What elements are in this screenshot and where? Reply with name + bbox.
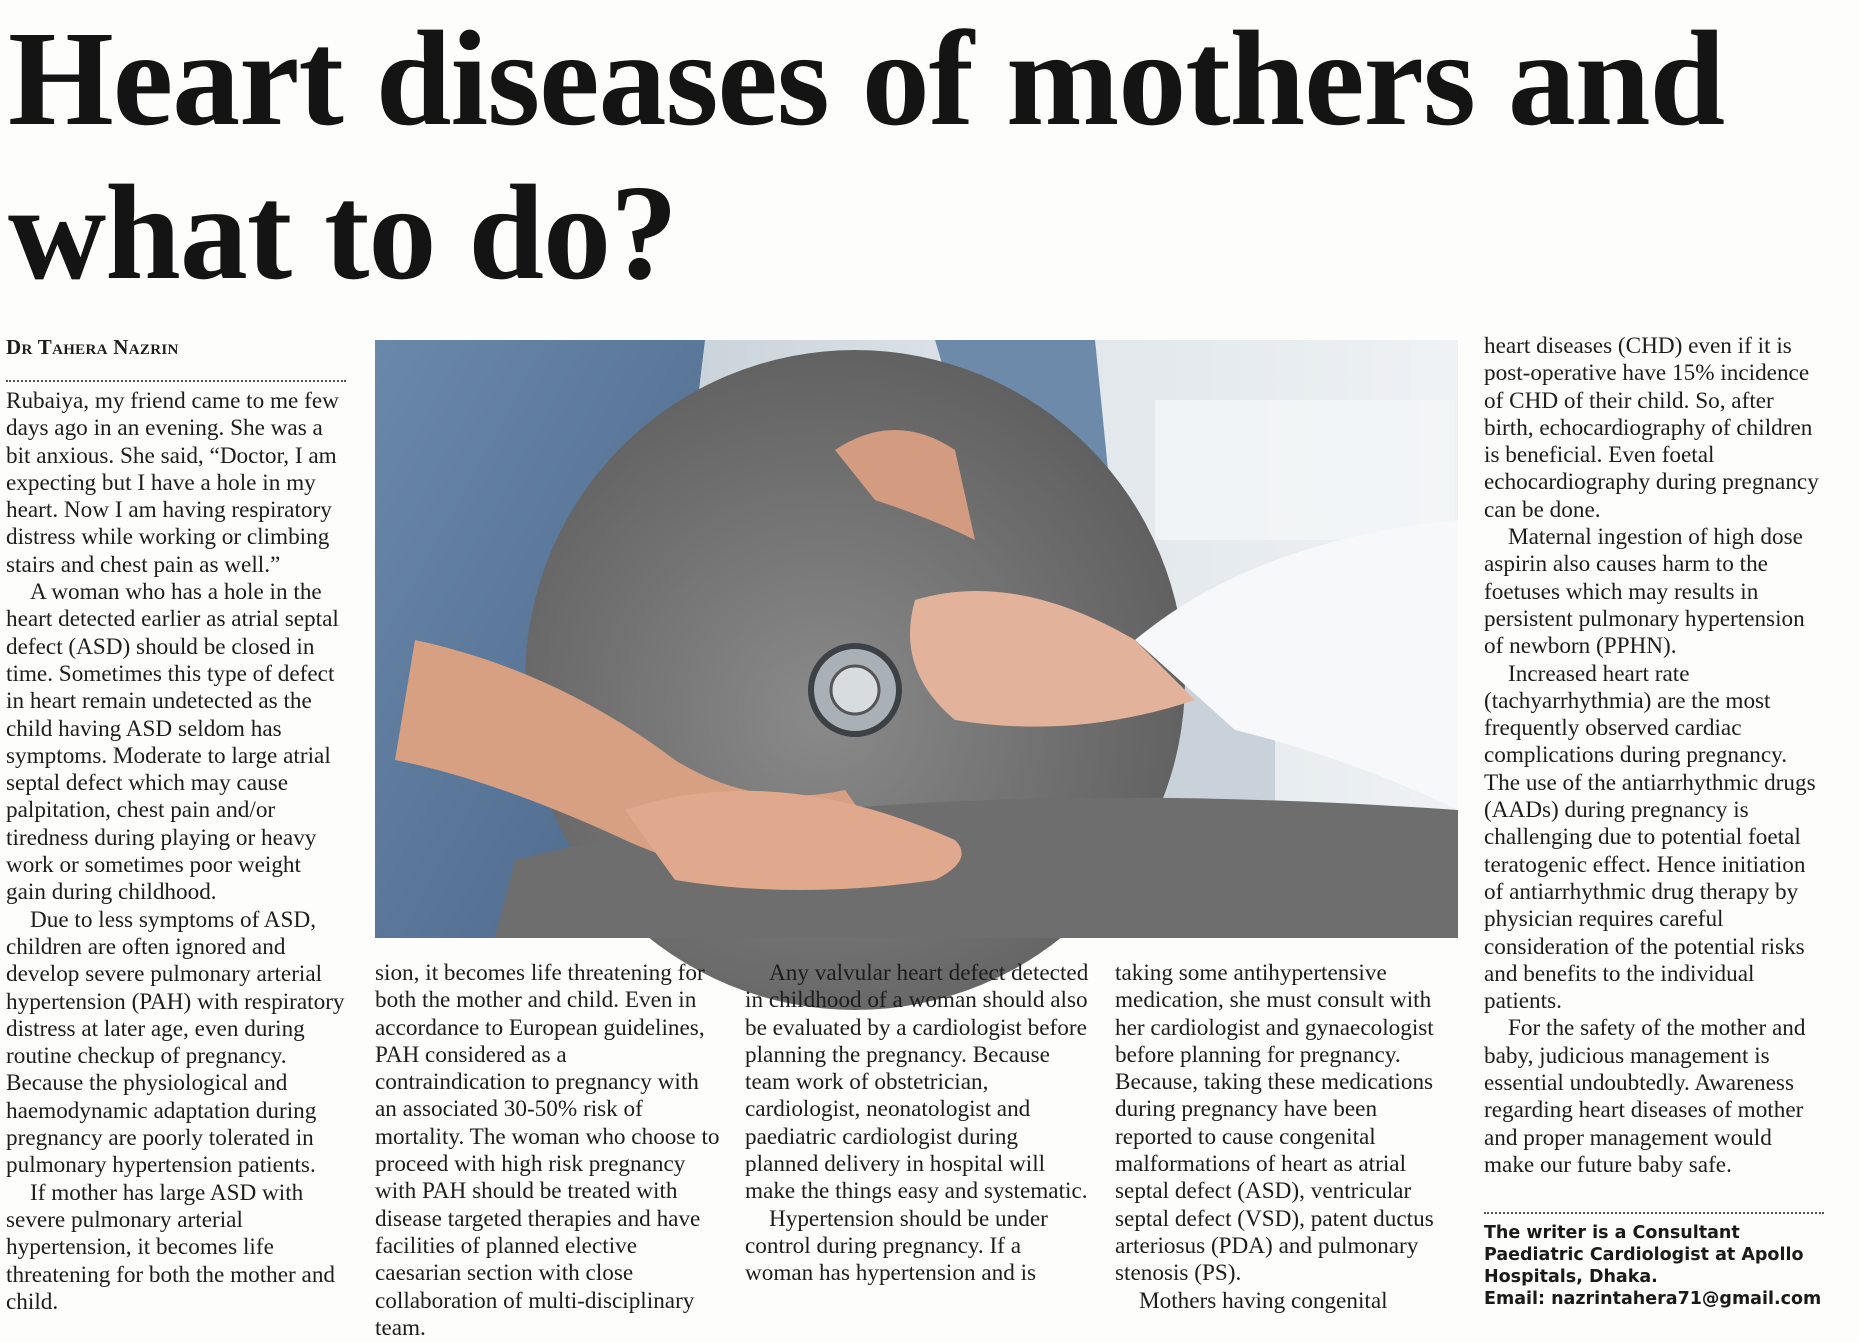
byline: Dr Tahera Nazrin [6,335,179,359]
paragraph: Mothers having congenital [1139,1287,1388,1314]
paragraph: If mother has large ASD with severe pulmonary arterial hypertension, it becomes life threatening for both the mother and child. [6,1179,336,1315]
paragraph: heart diseases (CHD) even if it is post-operative have 15% incidence of CHD of their child. So, after birth, echocardiography of children is beneficial. Even foetal echocardiography during pregnancy can be done. [1484,333,1819,523]
byline-divider [6,380,346,382]
paragraph: A woman who has a hole in the heart detected earlier as atrial septal defect (ASD) should be closed in time. Sometimes this type of defect in heart remain undetected as the child having ASD seldom has symptoms. Moderate to large atrial septal defect which may cause palpitation, chest pain and/or tiredness during playing or heavy work or sometimes poor weight gain during childhood. [6,579,339,906]
pregnancy-checkup-photo [375,340,1458,938]
paragraph: Any valvular heart defect detected in childhood of a woman should also be evaluated by a cardiologist before planning the pregnancy. Because team work of obstetrician, cardiologist, neonatologist and paediatric cardiologist during planned delivery in hospital will make the things easy and systematic. [745,960,1089,1205]
headline: Heart diseases of mothers and what to do? [8,4,1725,308]
writer-line: Paediatric Cardiologist at Apollo [1484,1245,1804,1265]
column-1 [6,388,346,1313]
column-2 [375,960,720,1341]
column-5 [1484,333,1824,1201]
writer-line: Hospitals, Dhaka. [1484,1267,1658,1287]
writer-line: The writer is a Consultant [1484,1223,1740,1243]
writer-divider [1484,1212,1824,1214]
paragraph: Rubaiya, my friend came to me few days ago in an evening. She was a bit anxious. She said, “Doctor, I am expecting but I have a hole in my heart. Now I am having respiratory distress while working or climbing stairs and chest pain as well.” [6,388,339,578]
paragraph: Due to less symptoms of ASD, children are often ignored and develop severe pulmonary arterial hypertension (PAH) with respiratory distress at later age, even during routine checkup of pregnancy. Because the physiological and haemodynamic adaptation during pregnancy are poorly tolerated in pulmonary hypertension patients. [6,906,345,1179]
column-4 [1115,960,1460,1315]
paragraph: Hypertension should be under control during pregnancy. If a woman has hypertension and is [745,1205,1048,1287]
column-3 [745,960,1090,1315]
paragraph: Maternal ingestion of high dose aspirin also causes harm to the foetuses which may results in persistent pulmonary hypertension of newborn (PPHN). [1484,524,1805,660]
writer-note [1484,1222,1854,1310]
paragraph: sion, it becomes life threatening for both the mother and child. Even in accordance to European guidelines, PAH considered as a contraindication to pregnancy with an associated 30-50% risk of mortality. The woman who choose to proceed with high risk pregnancy with PAH should be treated with disease targeted therapies and have facilities of planned elective caesarian section with close collaboration of multi-disciplinary team. [375,960,720,1341]
paragraph: Increased heart rate (tachyarrhythmia) are the most frequently observed cardiac complications during pregnancy. The use of the antiarrhythmic drugs (AADs) during pregnancy is challenging due to potential foetal teratogenic effect. Hence initiation of antiarrhythmic drug therapy by physician requires careful consideration of the potential risks and benefits to the individual patients. [1484,660,1816,1015]
article-photo [375,340,1458,938]
paragraph: For the safety of the mother and baby, judicious management is essential undoubtedly. Awareness regarding heart diseases of mother and proper management would make our future baby safe. [1484,1015,1806,1178]
writer-email[interactable]: Email: nazrintahera71@gmail.com [1484,1289,1822,1309]
paragraph: taking some antihypertensive medication, she must consult with her cardiologist and gynaecologist before planning for pregnancy. Because, taking these medications during pregnancy have been reported to cause congenital malformations of heart as atrial septal defect (ASD), ventricular septal defect (VSD), patent ductus arteriosus (PDA) and pulmonary stenosis (PS). [1115,960,1434,1287]
